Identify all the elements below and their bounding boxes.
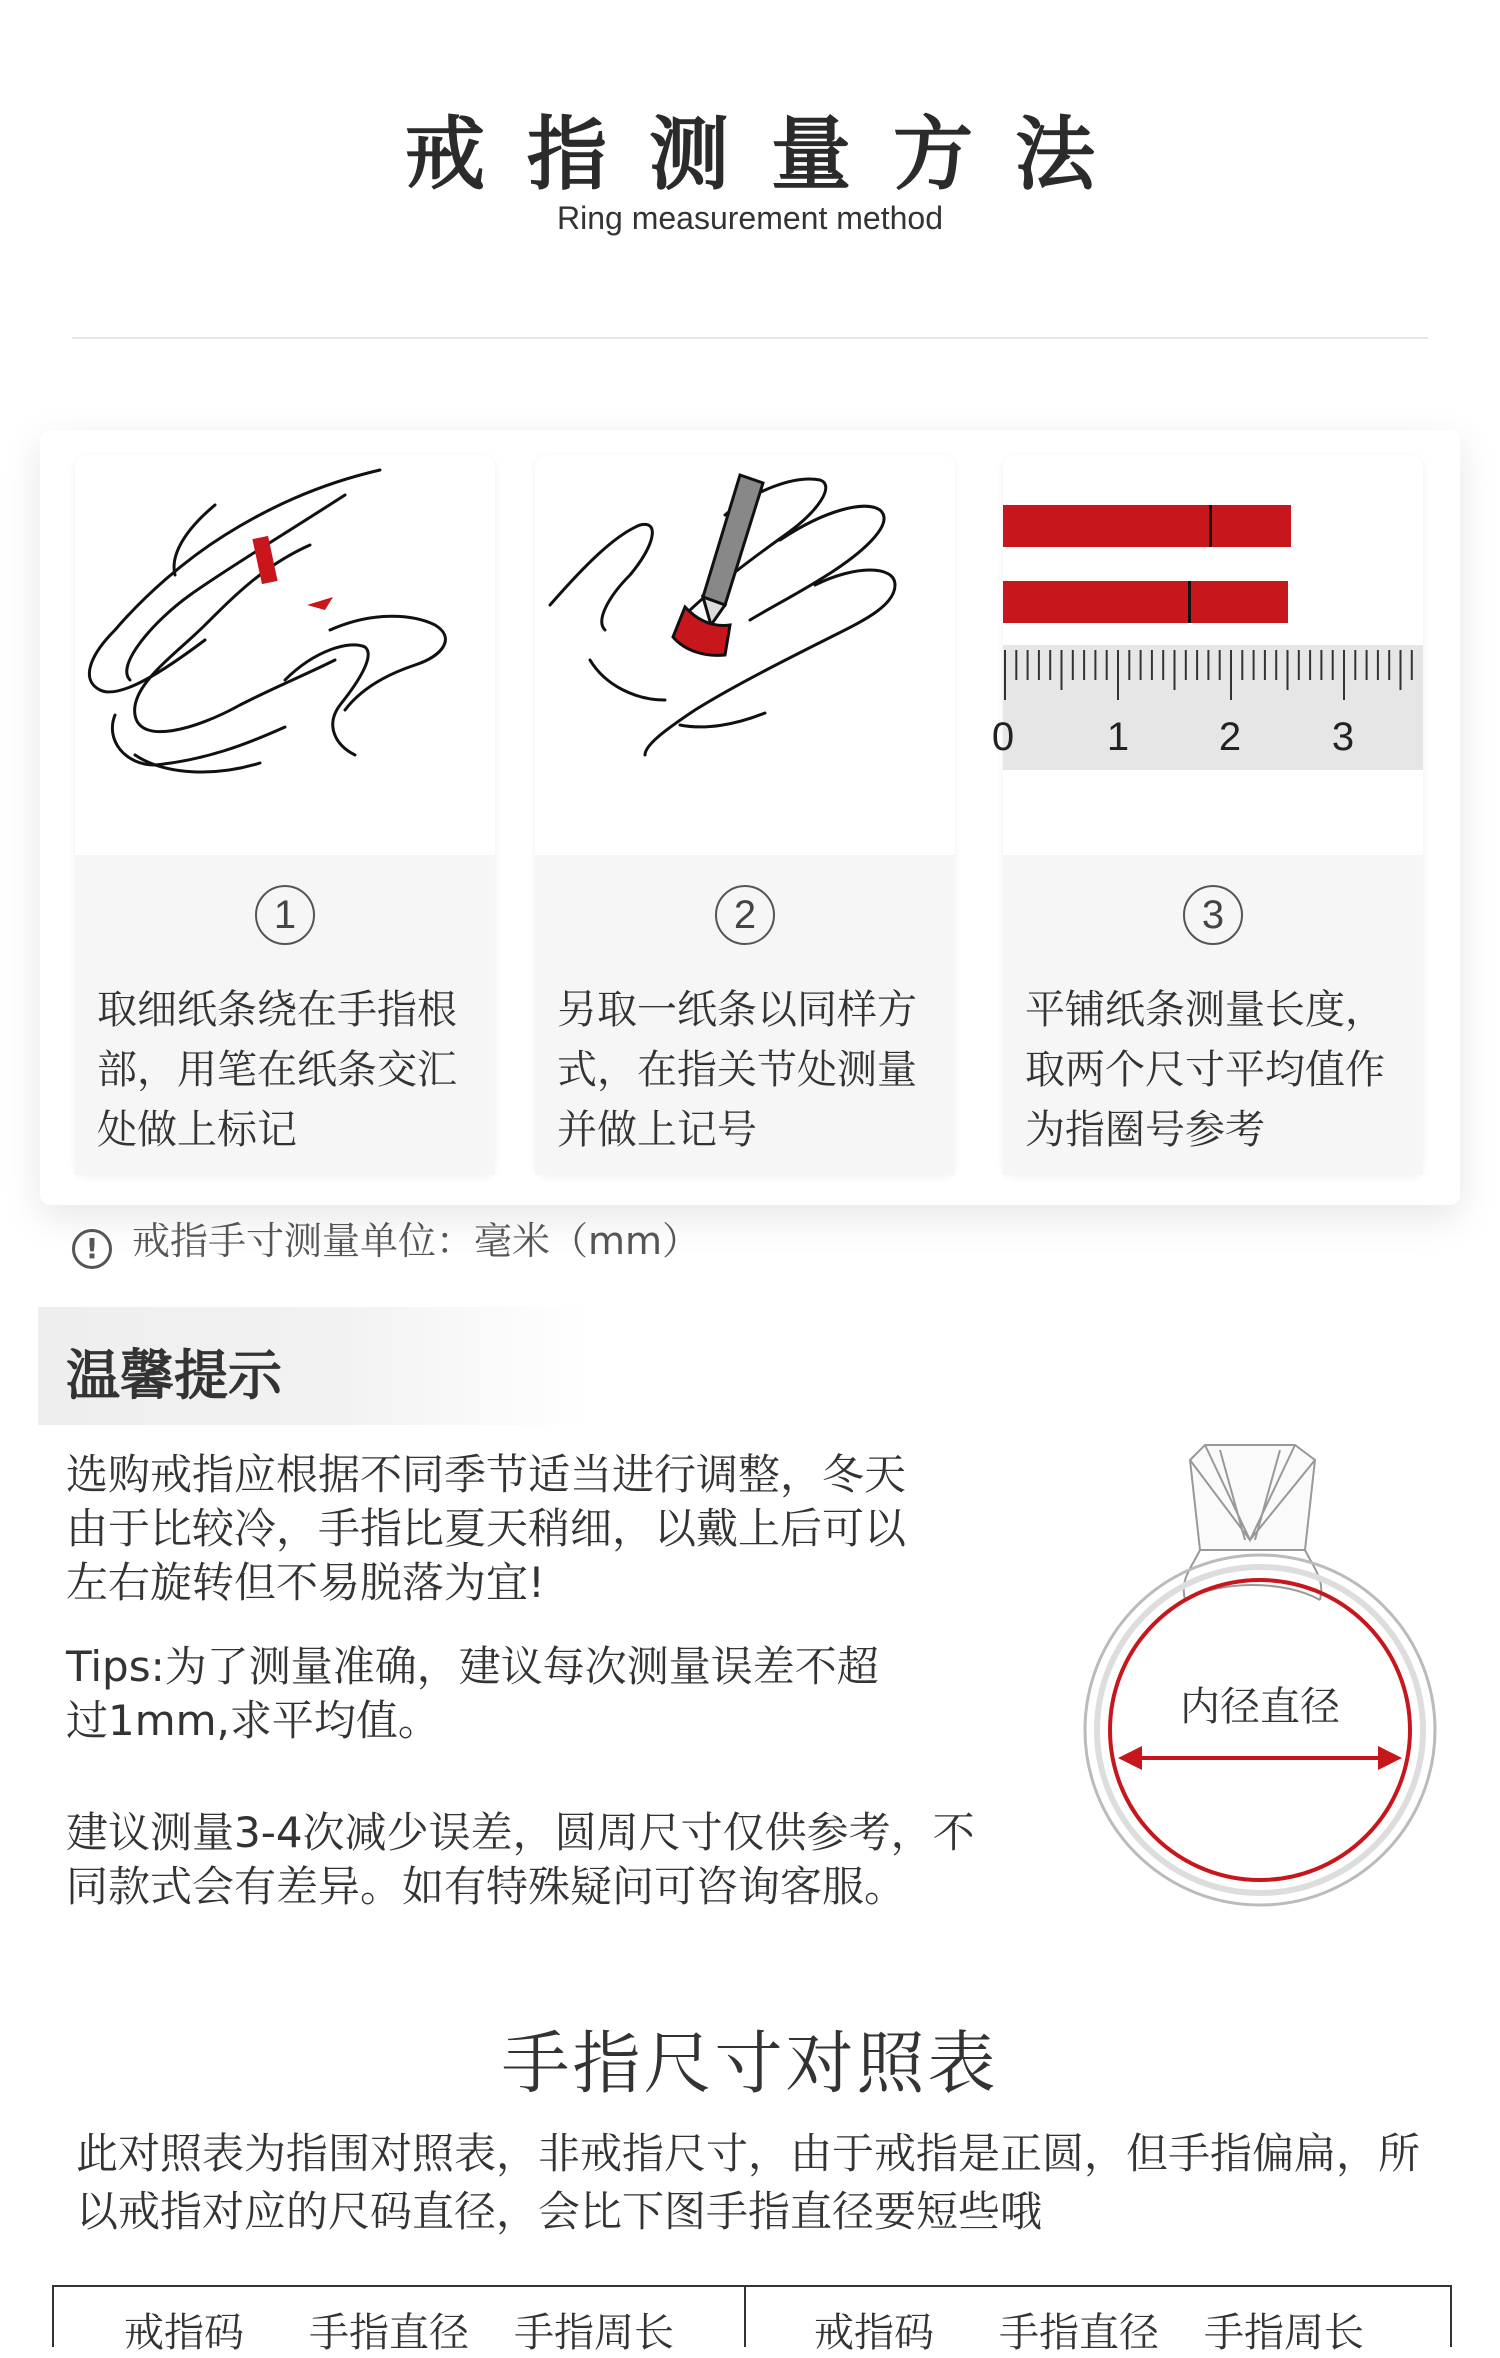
tips-paragraph-2: Tips:为了测量准确，建议每次测量误差不超过1mm,求平均值。 — [66, 1642, 879, 1745]
step-card-2 — [535, 455, 955, 1175]
size-table-title: 手指尺寸对照表 — [501, 2025, 999, 2104]
step-card-3 — [991, 455, 1423, 1175]
step-number-2: 2 — [715, 885, 775, 945]
ruler-label-3: 3 — [1331, 715, 1355, 759]
step-2-text-panel — [535, 855, 955, 1175]
tips-heading: 温馨提示 — [66, 1344, 282, 1407]
col-header-finger-circumference-1: 手指周长 — [514, 2310, 674, 2356]
ring-diagram — [1070, 1440, 1440, 1920]
ruler-label-2: 2 — [1218, 715, 1242, 759]
col-header-ring-size-1: 戒指码 — [124, 2310, 244, 2356]
ruler — [1003, 645, 1423, 770]
step-description-1: 取细纸条绕在手指根部，用笔在纸条交汇处做上标记 — [97, 987, 457, 1153]
step-3-text-panel — [1003, 855, 1423, 1175]
col-header-finger-circumference-2: 手指周长 — [1204, 2310, 1364, 2356]
size-table — [52, 2285, 1452, 2356]
paper-strip-1 — [1003, 505, 1291, 547]
step-card-1 — [75, 455, 495, 1175]
divider — [72, 337, 1428, 339]
size-table-intro: 此对照表为指围对照表，非戒指尺寸，由于戒指是正圆，但手指偏扁，所以戒指对应的尺码直径，会比下图手指直径要短些哦 — [76, 2129, 1421, 2236]
paper-strip-2 — [1003, 581, 1288, 623]
step-description-3: 平铺纸条测量长度，取两个尺寸平均值作为指圈号参考 — [1025, 987, 1385, 1153]
col-header-finger-diameter-2: 手指直径 — [999, 2310, 1159, 2356]
col-header-ring-size-2: 戒指码 — [814, 2310, 934, 2356]
page-subtitle: Ring measurement method — [557, 200, 943, 236]
step-number-1: 1 — [255, 885, 315, 945]
unit-note — [72, 1210, 700, 1269]
unit-note-text: 戒指手寸测量单位：毫米（mm） — [132, 1219, 701, 1263]
info-icon: ! — [72, 1229, 112, 1269]
step-description-2: 另取一纸条以同样方式，在指关节处测量并做上记号 — [557, 987, 917, 1153]
step-1-text-panel — [75, 855, 495, 1175]
hand-pen-illustration — [535, 455, 955, 855]
col-header-finger-diameter-1: 手指直径 — [309, 2310, 469, 2356]
page-title: 戒指测量方法 — [405, 108, 1137, 201]
inner-diameter-circle — [1110, 1580, 1410, 1880]
paper-strip-on-finger — [673, 607, 730, 655]
tips-paragraph-3: 建议测量3-4次减少误差，圆周尺寸仅供参考，不同款式会有差异。如有特殊疑问可咨询客服。 — [66, 1808, 975, 1911]
pen-icon — [703, 475, 763, 625]
hand-wrap-illustration — [75, 455, 495, 855]
ruler-label-1: 1 — [1106, 715, 1130, 759]
tips-paragraph-1: 选购戒指应根据不同季节适当进行调整，冬天由于比较冷，手指比夏天稍细，以戴上后可以左右旋转但不易脱落为宜! — [66, 1450, 907, 1607]
step-number-3: 3 — [1183, 885, 1243, 945]
ring-label: 内径直径 — [1180, 1684, 1340, 1730]
tips-header — [38, 1307, 588, 1425]
ruler-label-0: 0 — [991, 715, 1015, 759]
ruler-illustration — [991, 455, 1423, 855]
